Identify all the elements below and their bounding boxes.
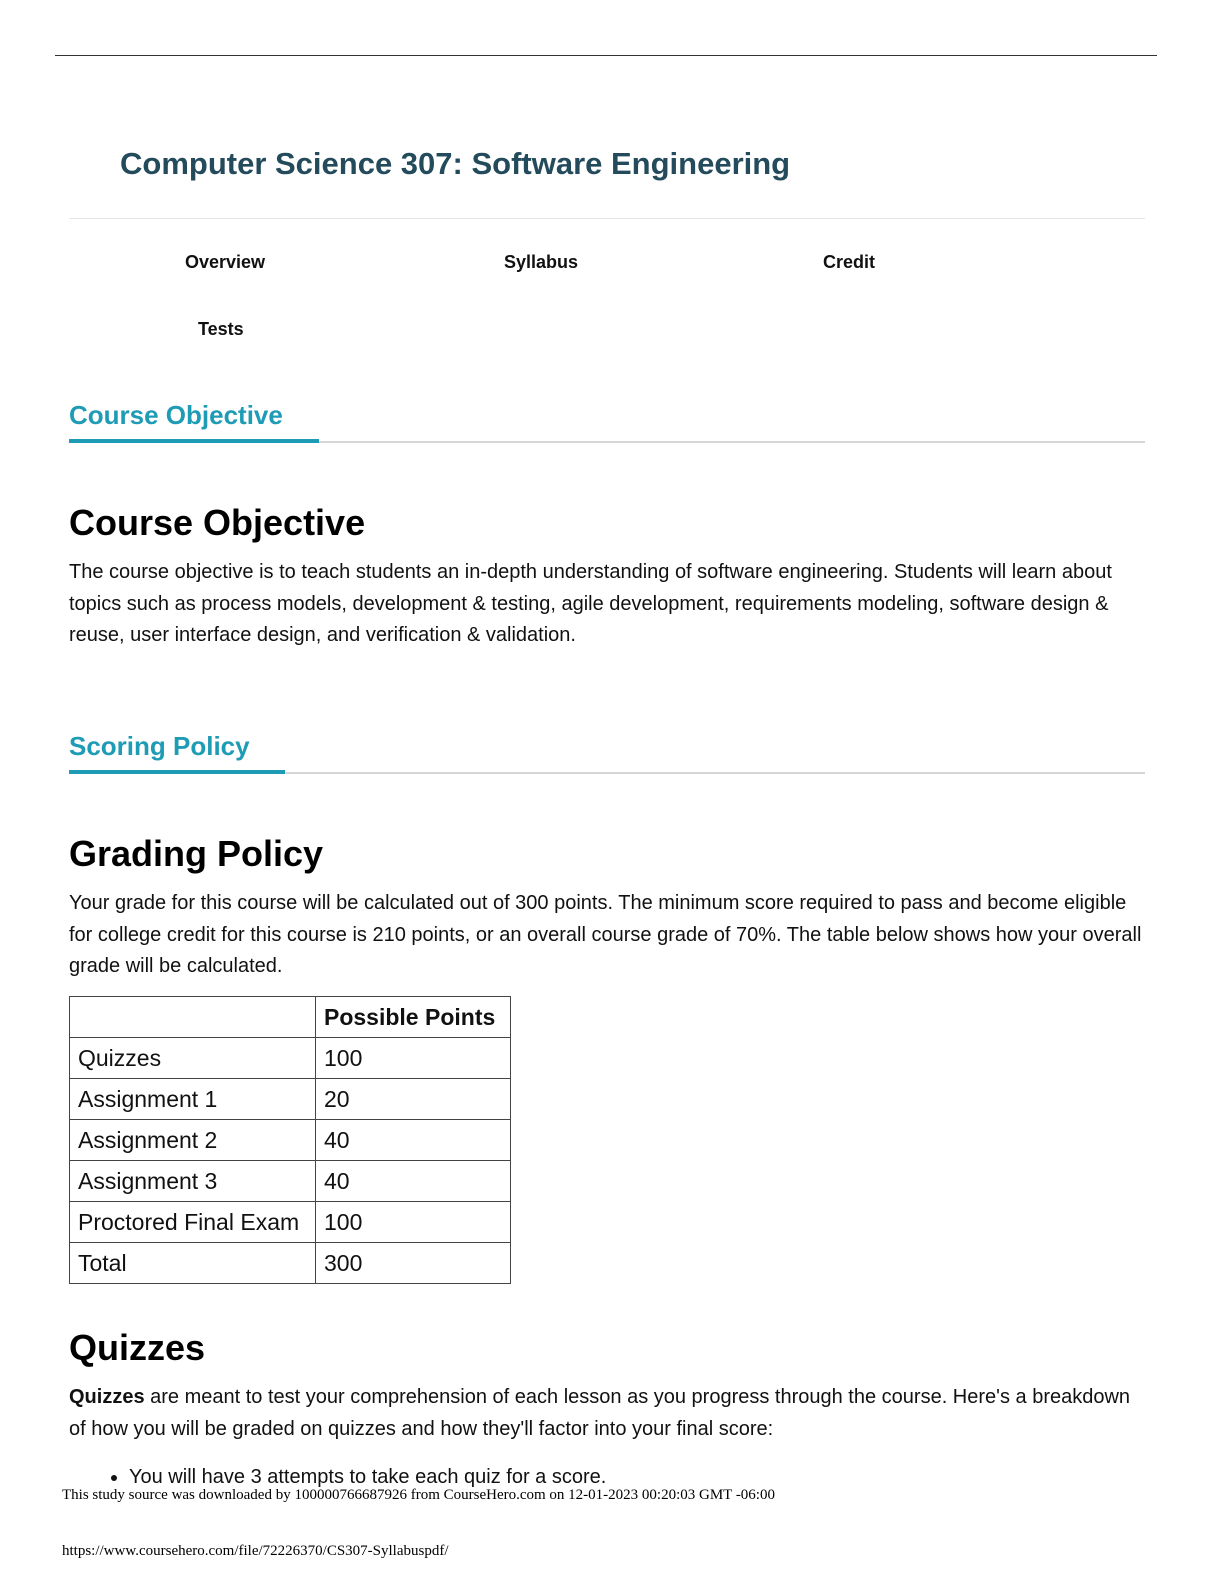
grading-table — [69, 996, 511, 1284]
quizzes-heading: Quizzes — [69, 1327, 206, 1368]
table-header-cell — [70, 997, 316, 1038]
table-cell-item: Assignment 2 — [70, 1120, 316, 1161]
table-cell-item: Total — [70, 1243, 316, 1284]
top-divider — [55, 55, 1157, 56]
list-item: • You will have 3 attempts to take each quiz for a score. — [129, 1462, 606, 1492]
table-header-row — [70, 997, 511, 1038]
table-cell-item: Proctored Final Exam — [70, 1202, 316, 1243]
table-row — [70, 1161, 511, 1202]
table-cell-points: 40 — [316, 1120, 511, 1161]
table-header-cell: Possible Points — [316, 997, 511, 1038]
table-cell-points: 100 — [316, 1038, 511, 1079]
table-cell-points: 40 — [316, 1161, 511, 1202]
nav-tests[interactable]: Tests — [198, 319, 244, 339]
source-url[interactable]: https://www.coursehero.com/file/72226370/CS307-Syllabuspdf/ — [62, 1543, 449, 1559]
scoring-policy-tab[interactable]: Scoring Policy — [69, 731, 250, 761]
scoring-policy-tab-underline — [69, 772, 1145, 774]
nav-syllabus[interactable]: Syllabus — [504, 252, 579, 272]
table-cell-item: Quizzes — [70, 1038, 316, 1079]
nav-overview[interactable]: Overview — [185, 252, 266, 272]
quizzes-intro — [69, 1382, 1149, 1445]
table-cell-points: 100 — [316, 1202, 511, 1243]
table-cell-item: Assignment 3 — [70, 1161, 316, 1202]
table-cell-item: Assignment 1 — [70, 1079, 316, 1120]
course-objective-tab-underline — [69, 441, 1145, 443]
quizzes-intro-bold: Quizzes — [69, 1386, 145, 1408]
course-objective-tab[interactable]: Course Objective — [69, 400, 283, 430]
nav-credit[interactable]: Credit — [823, 252, 876, 272]
active-tab-indicator — [69, 770, 285, 774]
table-row — [70, 1202, 511, 1243]
grading-policy-heading: Grading Policy — [69, 833, 324, 874]
table-row — [70, 1120, 511, 1161]
grading-policy-text: Your grade for this course will be calculated out of 300 points. The minimum score required to pass and become eligible for college credit for this course is 210 points, or an overall course grade of 70%. The table below shows how your overall grade will be calculated. — [69, 892, 1142, 977]
active-tab-indicator — [69, 439, 319, 443]
table-row — [70, 1079, 511, 1120]
table-row — [70, 1243, 511, 1284]
table-cell-points: 300 — [316, 1243, 511, 1284]
course-objective-text: The course objective is to teach students an in-depth understanding of software engineering. Students will learn about topics such as process models, development & testing, agile development, requirements modeling, software design & reuse, user interface design, and verification & validation. — [69, 561, 1112, 646]
quizzes-intro-text: are meant to test your comprehension of each lesson as you progress through the course. Here's a breakdown of how you will be graded on quizzes and how they'll factor into your final score: — [69, 1386, 1131, 1440]
download-source-note: This study source was downloaded by 100000766687926 from CourseHero.com on 12-01-2023 00:20:03 GMT -06:00 — [62, 1487, 775, 1503]
course-title: Computer Science 307: Software Engineering — [120, 146, 791, 181]
title-divider — [69, 218, 1145, 219]
course-objective-heading: Course Objective — [69, 502, 366, 543]
table-cell-points: 20 — [316, 1079, 511, 1120]
table-row — [70, 1038, 511, 1079]
